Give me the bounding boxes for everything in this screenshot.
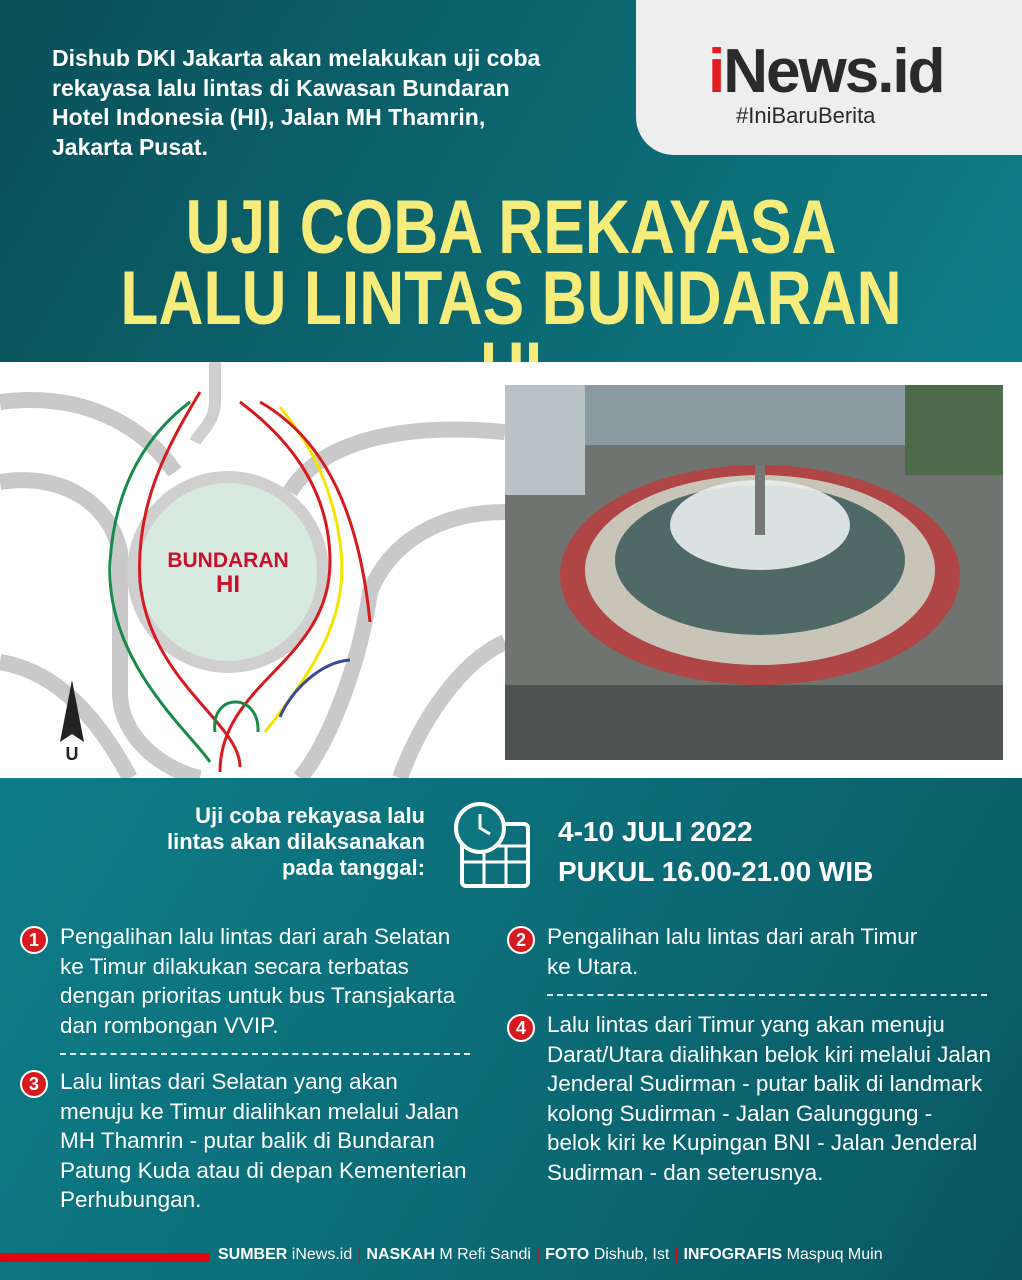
map-label-bundaran: BUNDARAN [167,549,289,572]
inews-logo [636,0,1022,155]
divider [60,1053,470,1055]
credit-value: M Refi Sandi [439,1246,531,1263]
traffic-map [0,362,505,778]
item-3-text: Lalu lintas dari Selatan yang akan menuju ke Timur dialihkan melalui Jalan MH Thamrin - putar balik di Bundaran Patung Kuda atau di depan Kementerian Perhubungan. [60,1069,467,1212]
item-number-2: 2 [507,926,535,954]
credits-footer: SUMBER iNews.id | NASKAH M Refi Sandi | FOTO Dishub, Ist | INFOGRAFIS Maspuq Muin [0,1246,1022,1268]
logo-i: i [708,37,724,106]
north-label: U [65,744,79,764]
item-number-3: 3 [20,1070,48,1098]
footer-red-bar [0,1253,210,1262]
credit-label: INFOGRAFIS [683,1246,783,1263]
logo-tagline: #IniBaruBerita [736,103,876,128]
bundaran-hi-photo [505,385,1003,760]
schedule-lead-1: Uji coba rekayasa lalu [195,803,425,828]
item-2-text: Pengalihan lalu lintas dari arah Timur ke Utara. [547,924,918,979]
credit-label: FOTO [545,1246,590,1263]
schedule-lead [25,803,425,881]
calendar-clock-icon [452,802,534,890]
logo-text: News.id [723,37,944,106]
item-1-text: Pengalihan lalu lintas dari arah Selatan ke Timur dilakukan secara terbatas dengan prioritas untuk bus Transjakarta dan rombongan VVIP. [60,924,456,1038]
map-label-hi: HI [216,571,240,598]
time-range: PUKUL 16.00-21.00 WIB [558,856,874,887]
divider [547,994,987,996]
credit-label: SUMBER [218,1246,288,1263]
date-range: 4-10 JULI 2022 [558,816,753,847]
credit-value: Maspuq Muin [786,1246,883,1263]
credit-value: Dishub, Ist [593,1246,670,1263]
credit-value: iNews.id [291,1246,353,1263]
schedule-lead-3: pada tanggal: [281,855,425,880]
title-line-1: UJI COBA REKAYASA [185,185,837,270]
intro-text: Dishub DKI Jakarta akan melakukan uji coba rekayasa lalu lintas di Kawasan Bundaran Hotel Indonesia (HI), Jalan MH Thamrin, Jakarta Pusat. [52,45,541,160]
item-number-1: 1 [20,926,48,954]
title-line-2: LALU LINTAS BUNDARAN [120,256,902,341]
credit-label: NASKAH [366,1246,435,1263]
schedule-lead-2: lintas akan dilaksanakan [166,829,425,854]
item-4-text: Lalu lintas dari Timur yang akan menuju Darat/Utara dialihkan belok kiri melalui Jalan Jenderal Sudirman - putar balik di landmark kolong Sudirman - Jalan Galunggung - belok kiri ke Kupingan BNI - Jalan Jenderal Sudirman - dan seterusnya. [547,1012,991,1185]
item-number-4: 4 [507,1014,535,1042]
schedule-date [558,812,873,892]
